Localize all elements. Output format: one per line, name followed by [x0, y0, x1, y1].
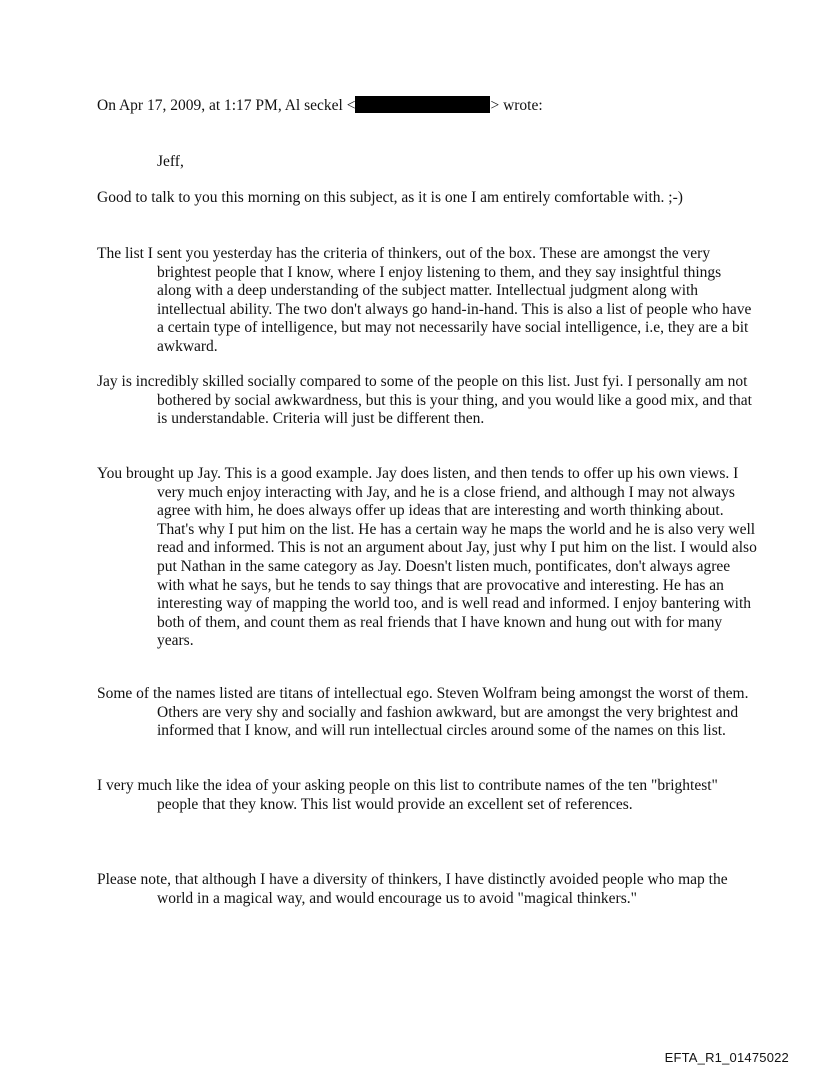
document-id: EFTA_R1_01475022	[664, 1050, 789, 1065]
paragraph-4: You brought up Jay. This is a good example. Jay does listen, and then tends to offer up his own views. I very much enjoy interacting with Jay, and he is a close friend, and although I may not always agree with him, he does always offer up ideas that are interesting and worth thinking about. That's why I put him on the list. He has a certain way he maps the world and he is also very well read and informed. This is not an argument about Jay, just why I put him on the list. I would also put Nathan in the same category as Jay. Doesn't listen much, pontificates, don't always agree with what he says, but he tends to say things that are provocative and interesting. He has an interesting way of mapping the world too, and is well read and informed. I enjoy bantering with both of them, and count them as real friends that I have known and hung out with for many years.	[97, 465, 757, 650]
paragraph-2: The list I sent you yesterday has the criteria of thinkers, out of the box. These are amongst the very brightest people that I know, where I enjoy listening to them, and they say insightful things along with a deep understanding of the subject matter. Intellectual judgment along with intellectual ability. The two don't always go hand-in-hand. This is also a list of people who have a certain type of intelligence, but may not necessarily have social intelligence, i.e, they are a bit awkward.	[97, 245, 752, 355]
header-prefix: On Apr 17, 2009, at 1:17 PM, Al seckel <	[97, 97, 356, 114]
paragraph-1: Good to talk to you this morning on this subject, as it is one I am entirely comfortable with. ;-)	[97, 189, 683, 206]
header-suffix: > wrote:	[490, 97, 543, 114]
email-header-line	[97, 95, 543, 117]
paragraph-7: Please note, that although I have a diversity of thinkers, I have distinctly avoided people who map the world in a magical way, and would encourage us to avoid "magical thinkers."	[97, 871, 728, 907]
salutation: Jeff,	[157, 153, 184, 170]
paragraph-5: Some of the names listed are titans of intellectual ego. Steven Wolfram being amongst the worst of them. Others are very shy and socially and fashion awkward, but are amongst the very brightest and informed that I know, and will run intellectual circles around some of the names on this list.	[97, 685, 749, 740]
paragraph-3: Jay is incredibly skilled socially compared to some of the people on this list. Just fyi. I personally am not bothered by social awkwardness, but this is your thing, and you would like a good mix, and that is understandable. Criteria will just be different then.	[97, 373, 752, 428]
paragraph-6: I very much like the idea of your asking people on this list to contribute names of the ten "brightest" people that they know. This list would provide an excellent set of references.	[97, 777, 718, 813]
redaction-bar	[355, 96, 490, 113]
